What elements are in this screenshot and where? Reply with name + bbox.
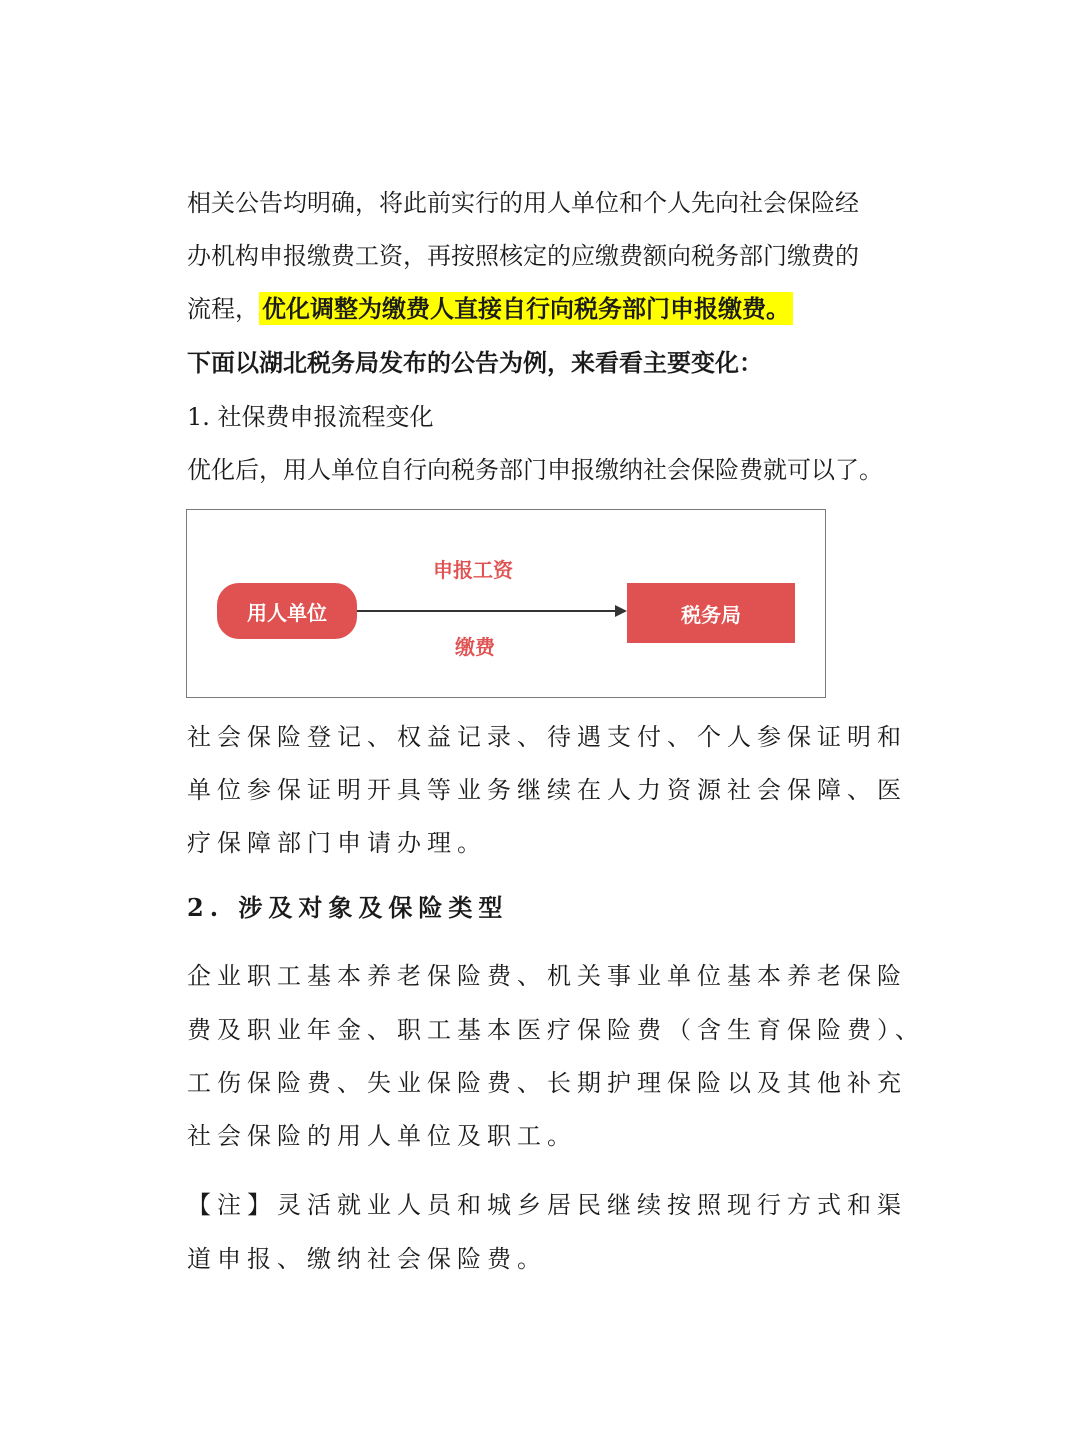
section2-title: 2. 涉及对象及保险类型 [187, 893, 509, 922]
employer-node: 用人单位 [217, 583, 357, 639]
intro-heading: 下面以湖北税务局发布的公告为例，来看看主要变化： [187, 348, 763, 377]
edge-label-declare-wage: 申报工资 [433, 558, 513, 582]
flow-diagram [186, 509, 826, 698]
note-line1: 【注】灵活就业人员和城乡居民继续按照现行方式和渠 [187, 1191, 907, 1219]
paragraph2-line2: 单位参保证明开具等业务继续在人力资源社会保障、医 [187, 776, 907, 804]
paragraph1-line1: 相关公告均明确，将此前实行的用人单位和个人先向社会保险经 [187, 189, 859, 217]
paragraph1-line2: 办机构申报缴费工资，再按照核定的应缴费额向税务部门缴费的 [187, 242, 859, 270]
paragraph1-line3-prefix: 流程， [187, 295, 259, 323]
highlighted-text: 优化调整为缴费人直接自行向税务部门申报缴费。 [259, 292, 793, 325]
paragraph1-line3 [187, 293, 793, 325]
section1-body: 优化后，用人单位自行向税务部门申报缴纳社会保险费就可以了。 [187, 456, 883, 484]
note-line2: 道申报、缴纳社会保险费。 [187, 1245, 547, 1273]
section1-title: 1. 社保费申报流程变化 [187, 403, 434, 431]
paragraph2-line1: 社会保险登记、权益记录、待遇支付、个人参保证明和 [187, 723, 907, 751]
paragraph3-line3: 工伤保险费、失业保险费、长期护理保险以及其他补充 [187, 1069, 907, 1097]
tax-bureau-node: 税务局 [627, 583, 795, 643]
paragraph3-line4: 社会保险的用人单位及职工。 [187, 1122, 577, 1150]
edge-label-payment: 缴费 [455, 635, 495, 659]
paragraph2-line3: 疗保障部门申请办理。 [187, 829, 487, 857]
paragraph3-line2: 费及职业年金、职工基本医疗保险费（含生育保险费）、 [187, 1016, 925, 1044]
paragraph3-line1: 企业职工基本养老保险费、机关事业单位基本养老保险 [187, 962, 907, 990]
